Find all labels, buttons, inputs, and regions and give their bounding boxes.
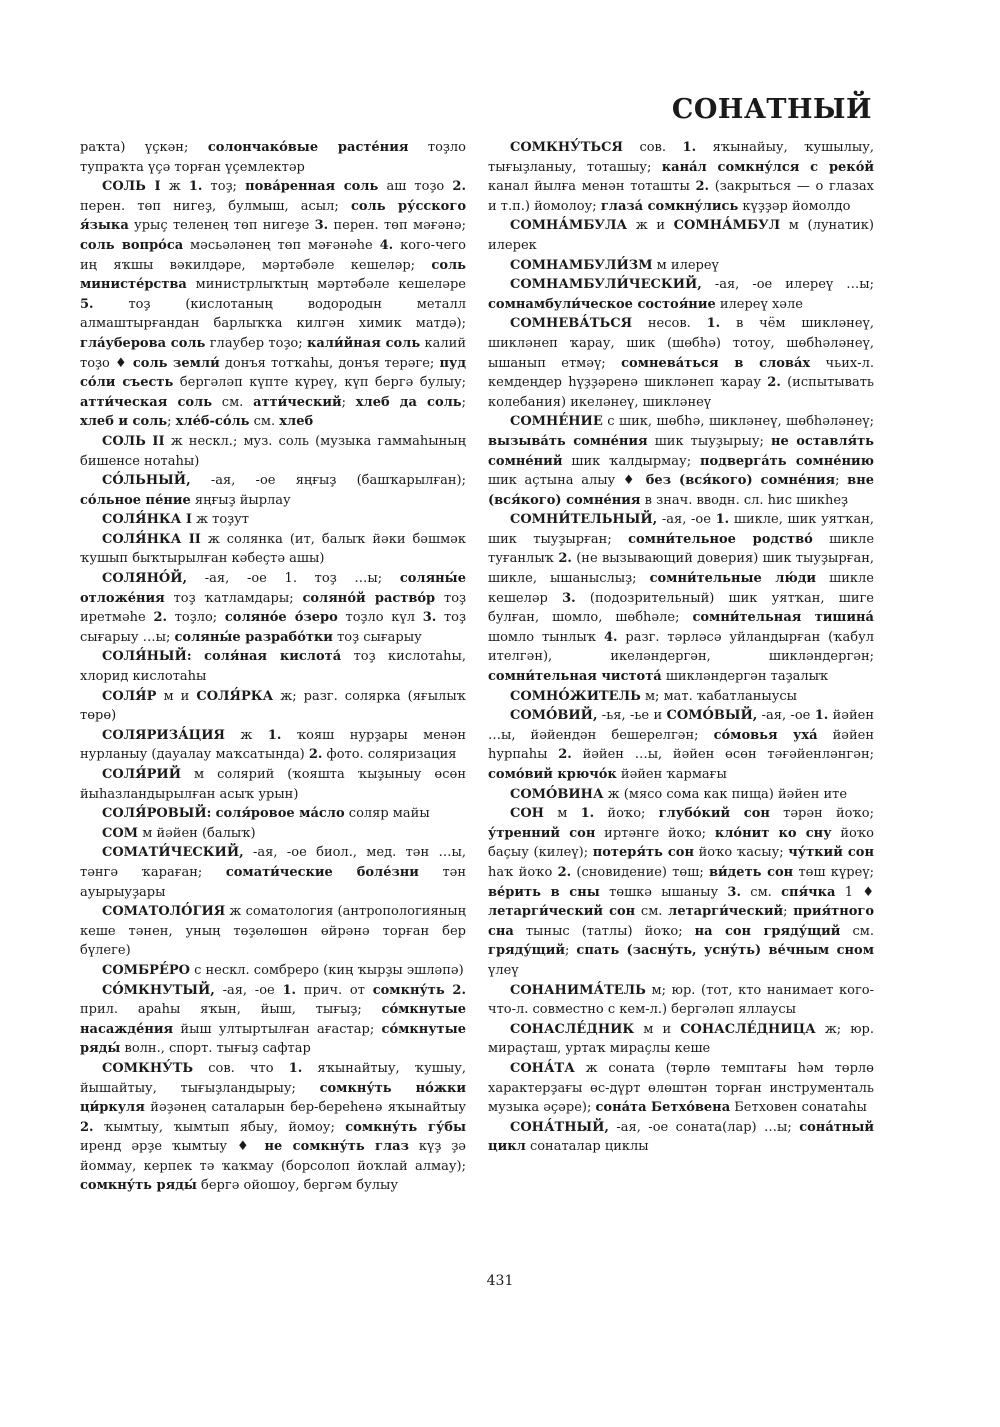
entry-text: ; [167, 414, 176, 430]
entry-text: шикле, шик уятҡан, шик тыуҙырған; [488, 512, 874, 547]
entry-text: м [543, 806, 581, 822]
entry-headword: СОМНО́ЖИТЕЛЬ [510, 688, 641, 704]
entry-text: (не вызывающий доверия) шик тыуҙырған, шикле, ышаныслыҙ; [488, 551, 874, 587]
entry-text: иртәнге йоҡо; [595, 825, 715, 841]
entry-headword: кали́йная соль [307, 335, 421, 351]
dictionary-entry [80, 1059, 466, 1196]
entry-text: ж [224, 727, 268, 743]
entry-headword: пуд со́ли съесть [80, 355, 466, 391]
entry-headword: сомни́тельные лю́ди [649, 571, 817, 587]
entry-text: ҡымтыу, ҡымтып ябыу, йомоу; [93, 1119, 346, 1135]
dictionary-entry [488, 138, 874, 216]
entry-text: соляр майы [344, 806, 430, 822]
entry-text: йоҡо баҫыу (килеү); [488, 825, 874, 861]
entry-text: тоҙ кислотаһы, хлорид кислотаһы [80, 649, 466, 685]
entry-headword: 3. [422, 610, 437, 626]
entry-headword: пова́ренная соль [245, 179, 379, 195]
entry-headword: соля́ная кислота́ [204, 649, 342, 665]
dictionary-entry [80, 432, 466, 471]
entry-text: төш күреү; [793, 864, 874, 880]
entry-text: йәйен ҡармағы [616, 767, 727, 782]
entry-headword: сомни́тельное родство́ [628, 531, 813, 547]
entry-headword: атти́ческая соль [80, 394, 213, 410]
entry-headword: 1. [288, 1060, 303, 1076]
entry-text: ж; разг. солярка (яғылыҡ төрө) [80, 688, 466, 724]
dictionary-entry [80, 961, 466, 981]
entry-text: шик аҫтына алыу ♦ [488, 473, 646, 489]
entry-text: йәҙәнең саталарын бер-береһенә яҡынайтыу [144, 1100, 466, 1116]
entry-headword: СОМБРЕ́РО [102, 962, 190, 978]
entry-headword: СОЛЯ́Р [102, 688, 157, 704]
entry-text: (подозрительный) шик уятҡан, шиге булған, шомло, шөбһәле; [488, 590, 874, 626]
entry-text: -ая, -ое яңғыҙ (башҡарылған); [190, 473, 466, 489]
entry-headword: летарги́ческий сон [488, 904, 636, 920]
dictionary-entry [80, 471, 466, 510]
dictionary-entry [80, 510, 466, 530]
entry-text: см. [741, 884, 782, 900]
dictionary-entry [488, 1020, 874, 1059]
entry-headword: сомо́вий крючо́к [488, 767, 617, 782]
page-number: 431 [486, 1273, 514, 1289]
dictionary-entry [488, 256, 874, 276]
entry-headword: не сомкну́ть глаз [264, 1139, 409, 1155]
entry-text: чьих-л. кемдеңдер һүҙҙәренә шикләнеп ҡарау [488, 355, 874, 391]
entry-headword: кана́л сомкну́лся с реко́й [661, 159, 875, 175]
entry-text: шомло тынлыҡ [488, 629, 604, 645]
entry-text: ҡояш нурҙары менән нурланыу (дауалау маҡсатында) [80, 727, 466, 763]
entry-text: ж (мясо сома как пища) йәйен ите [603, 786, 848, 802]
entry-text: -ая, -ое [757, 708, 815, 724]
entry-headword: СОНА́ТНЫЙ, [510, 1119, 609, 1135]
entry-headword: 1. [580, 806, 595, 822]
entry-text: тыныс (татлы) йоҡо; [513, 923, 695, 939]
entry-text: йыш ултыртылған ағастар; [173, 1021, 382, 1037]
entry-headword: сомнева́ться в слова́х [621, 355, 811, 371]
entry-headword: гряду́щий [488, 943, 565, 959]
entry-headword: сона́тный цикл [488, 1119, 874, 1155]
entry-text: -ья, -ье и [597, 708, 667, 724]
entry-headword: 1. [715, 512, 730, 528]
dictionary-entry [488, 275, 874, 314]
entry-headword: сона́та Бетхо́вена [595, 1100, 731, 1116]
entry-text: канал йылға менән тоташты [488, 179, 696, 195]
entry-text: йоҡо; [594, 806, 659, 822]
entry-headword: 3. [562, 590, 576, 606]
entry-text: (испытывать колебания) икеләнеү, шикләнеү [488, 375, 874, 410]
entry-text: см. [212, 394, 254, 410]
entry-text [192, 649, 204, 664]
entry-headword: 3. [727, 884, 741, 900]
entry-headword: 2. [767, 375, 781, 391]
entry-text: йәйен һурпаһы [488, 727, 875, 763]
entry-headword: со́мкнутые насажде́ния [80, 1002, 466, 1037]
entry-text: күҙҙәр йомолдо [738, 198, 851, 214]
entry-headword: СОНАСЛЕ́ДНИЦА [680, 1021, 816, 1037]
entry-headword: на сон гряду́щий [694, 923, 841, 939]
entry-headword: 2. [695, 179, 710, 195]
entry-headword: сомкну́ть гу́бы [345, 1119, 466, 1135]
entry-text: тоҙ ҡатламдары; [164, 590, 303, 606]
entry-headword: солончако́вые расте́ния [207, 140, 409, 155]
entry-text: ; [783, 904, 794, 920]
dictionary-entry [488, 1118, 874, 1157]
entry-headword: сомкну́ть [372, 982, 445, 998]
dictionary-entry [488, 981, 874, 1020]
entry-text: ; [341, 394, 356, 410]
entry-headword: 2. [80, 1119, 94, 1135]
entry-headword: глубо́кий сон [658, 806, 770, 822]
entry-text: с шик, шөбһә, шикләнеү, шөбһәләнеү; [602, 414, 874, 430]
entry-text: шикләндергән таҙалыҡ [661, 669, 829, 685]
entry-headword: сомни́тельная тишина́ [692, 610, 874, 626]
entry-headword: вне (вся́кого) сомне́ния [488, 473, 874, 508]
entry-headword: СОМНЕВА́ТЬСЯ [510, 316, 633, 332]
entry-text: донъя тотҡаһы, донъя терәге; [219, 355, 440, 371]
entry-headword: СОМНЕ́НИЕ [510, 414, 603, 430]
entry-text: с нескл. сомбреро (киң ҡырҙы эшләпә) [189, 962, 464, 978]
entry-text: ж нескл.; муз. соль (музыка гаммаһының бишенсе нотаһы) [80, 433, 466, 469]
dictionary-entry [80, 902, 466, 961]
entry-text: см. [249, 414, 280, 430]
entry-text: ж [160, 179, 189, 195]
entry-headword: 2. [452, 179, 466, 195]
entry-text: тәрән йоҡо; [769, 806, 874, 822]
entry-text: ; [835, 473, 848, 489]
entry-headword: 1. [188, 179, 203, 195]
entry-headword: спя́чка [781, 884, 836, 900]
running-head: СОНАТНЫЙ [671, 94, 872, 125]
entry-headword: СОМНА́МБУЛА [510, 218, 628, 234]
entry-headword: 3. [314, 218, 329, 234]
entry-headword: сомкну́ть ряды́ [80, 1178, 197, 1194]
entry-text: м; мат. ҡабатланыусы [640, 688, 798, 704]
dictionary-entry [488, 804, 874, 980]
entry-text: бергә ойошоу, бергәм булыу [196, 1178, 398, 1194]
entry-headword: СОМКНУ́ТЬ [102, 1060, 194, 1076]
entry-headword: подверга́ть сомне́нию [700, 453, 874, 469]
entry-text: м йәйен (балыҡ) [138, 825, 256, 841]
entry-headword: СОНАСЛЕ́ДНИК [510, 1021, 635, 1037]
dictionary-entry [80, 687, 466, 726]
entry-headword: хле́б-со́ль [175, 414, 250, 430]
entry-headword: СОМНА́МБУЛ [673, 218, 781, 234]
entry-text: тоҙло тупраҡта үҫә торған үҫемлектәр [80, 140, 466, 175]
entry-text: тоҙ (кислотаның водородын металл алмаштырғандан барлыҡҡа килгән химик матдә); [80, 296, 466, 332]
entry-headword: СОМО́ВИЙ, [510, 708, 598, 724]
entry-headword: летарги́ческий [668, 904, 784, 920]
dictionary-entry [80, 177, 466, 432]
entry-headword: 1. [814, 708, 829, 724]
entry-text: ж соматология (антропологияның кеше тәнен, уның төҙөлөшөн өйрәнә торған бер бүлеге) [80, 904, 466, 959]
dictionary-entry [488, 706, 874, 784]
entry-text: шикле кешеләр [488, 571, 874, 606]
entry-text: бергәләп күпте күреү, күп бергә булыу; [173, 375, 467, 391]
entry-text: ; [461, 394, 466, 410]
entry-headword: сомкну́ть но́жки ци́ркуля [80, 1080, 466, 1116]
entry-text: урыҫ теленең төп нигеҙе [128, 218, 315, 234]
entry-headword: глаза́ сомкну́лись [600, 198, 739, 214]
entry-text: яҡынайтыу, ҡушыу, йышайтыу, тығыҙландырыу; [80, 1060, 466, 1096]
entry-headword: СОМАТОЛО́ГИЯ [102, 904, 226, 920]
entry-headword: соль ру́сского я́зыка [80, 198, 466, 234]
entry-headword: СОНА́ТА [510, 1060, 575, 1076]
entry-headword: хлеб [279, 414, 314, 430]
entry-headword: соля́ровое ма́сло [215, 806, 345, 822]
entry-text: (сновидение) төш; [571, 864, 709, 880]
entry-text: аш тоҙо [378, 179, 453, 195]
entry-text: министрлыҡтың мәртәбәле кешеләре [186, 277, 466, 293]
entry-text: мәсьәләнең төп мәғәнәһе [183, 237, 380, 253]
entry-text: см. [635, 904, 669, 920]
dictionary-entry [80, 804, 466, 824]
dictionary-entry [488, 785, 874, 805]
dictionary-entry [80, 765, 466, 804]
entry-headword: СОЛЯ́НКА II [102, 531, 201, 547]
entry-text: -ая, -ое биол., мед. тән …ы, тәнгә ҡараған; [80, 845, 466, 880]
entry-text: разг. тәрләсә уйландырған (ҡабул ителгән), икеләндергән, шикләндергән; [488, 629, 874, 665]
entry-text: шикле туғанлыҡ [488, 531, 875, 567]
entry-headword: соль земли́ [132, 355, 220, 371]
entry-headword: кло́нит ко сну [714, 825, 832, 841]
entry-headword: 2. [558, 551, 572, 567]
entry-headword: соляны́е разрабо́тки [174, 629, 333, 645]
entry-text: прич. от [296, 982, 373, 998]
entry-text: (закрыться — о глазах и т.п.) йомолоу; [488, 179, 874, 214]
entry-headword: спать (засну́ть, усну́ть) ве́чным сном [576, 943, 874, 959]
entry-headword: СОЛЯНО́Й, [102, 571, 188, 587]
entry-headword: сомни́тельная чистота́ [488, 669, 662, 685]
entry-headword: СОМАТИ́ЧЕСКИЙ, [102, 845, 244, 861]
entry-headword: без (вся́кого) сомне́ния [645, 473, 836, 489]
entry-text: м солярий (ҡояшта ҡыҙыныу өсөн йыһазландырылған асыҡ урын) [80, 767, 466, 802]
entry-text: тән ауырыуҙары [80, 864, 467, 900]
entry-headword: СОНАНИМА́ТЕЛЬ [510, 982, 646, 998]
entry-text: глаубер тоҙо; [205, 335, 307, 351]
entry-text: сов. [622, 140, 683, 155]
entry-headword: ве́рить в сны [488, 884, 600, 900]
entry-text: перен. төп нигеҙ, булмыш, асыл; [80, 198, 351, 214]
dictionary-entry [488, 687, 874, 707]
entry-headword: СОЛЯ́НКА I [102, 512, 192, 528]
entry-headword: 2. [558, 747, 572, 763]
entry-headword: 4. [379, 237, 394, 253]
entry-text: -ая, -ое [657, 512, 716, 528]
entry-text: ; [565, 943, 577, 959]
entry-headword: 1. [267, 727, 282, 743]
entry-headword: потеря́ть сон [592, 845, 694, 861]
dictionary-entry [488, 216, 874, 255]
entry-text: йәйен …ы, йәйендән бешерелгән; [488, 708, 875, 743]
entry-text: прил. араһы яҡын, йыш, тығыҙ; [80, 1002, 382, 1018]
entry-text: 1 ♦ [835, 884, 874, 900]
entry-text: үлеү [488, 962, 519, 978]
entry-headword: соляно́й раство́р [302, 590, 436, 606]
entry-headword: вызыва́ть сомне́ния [488, 433, 648, 449]
entry-headword: соляно́е о́зеро [224, 610, 338, 626]
entry-text: -ая, -ое 1. тоҙ …ы; [187, 571, 400, 587]
dictionary-entry [488, 314, 874, 412]
entry-text: яҡынайыу, ҡушылыу, тығыҙланыу, тоташыу; [488, 140, 874, 175]
entry-text: фото. соляризация [322, 747, 457, 763]
dictionary-entry [80, 726, 466, 765]
entry-headword: СОЛЯ́РКА [196, 688, 274, 704]
entry-headword: СО́ЛЬНЫЙ, [102, 473, 191, 489]
entry-text: күҙ ҙә йоммау, керпек тә ҡаҡмау (борсолоп йоҡлай алмау); [80, 1139, 466, 1174]
entry-headword: СОМНАМБУЛИ́ЧЕСКИЙ, [510, 277, 702, 293]
entry-headword: 4. [603, 629, 618, 645]
entry-text: волн., спорт. тығыҙ сафтар [120, 1041, 311, 1057]
entry-headword: 1. [682, 140, 697, 155]
entry-text: тоҙ сығарыу …ы; [80, 610, 466, 645]
entry-text: в знач. вводн. сл. һис шикһеҙ [640, 492, 849, 508]
entry-headword: соль министе́рства [80, 257, 466, 293]
entry-headword: СОЛЯРИЗА́ЦИЯ [102, 727, 225, 743]
entry-headword: хлеб да соль [355, 394, 462, 410]
entry-headword: сомнамбули́ческое состоя́ние [488, 296, 716, 312]
entry-headword: СОН [510, 806, 544, 822]
dictionary-entry [80, 647, 466, 686]
entry-text: ж солянка (ит, балыҡ йәки бәшмәк ҡушып быҡтырылған кәбеҫтә ашы) [80, 531, 466, 567]
entry-headword: со́мовья уха́ [713, 727, 818, 743]
entry-text: ж и [627, 218, 674, 234]
entry-headword: СОМНАМБУЛИ́ЗМ [510, 257, 653, 273]
entry-headword: СО́МКНУТЫЙ, [102, 982, 215, 998]
entry-text: ж; юр. мираҫташ, уртаҡ мираҫлы кеше [488, 1021, 874, 1057]
entry-headword: СОМНИ́ТЕЛЬНЫЙ, [510, 512, 658, 528]
entry-text: төшкә ышаныу [599, 884, 728, 900]
entry-headword: чу́ткий сон [788, 845, 874, 861]
entry-headword: 2. [452, 982, 466, 998]
entry-text: шик ҡалдырмау; [562, 453, 700, 469]
dictionary-entry [488, 1059, 874, 1118]
entry-text: сонаталар циклы [525, 1139, 649, 1155]
dictionary-entry [80, 530, 466, 569]
entry-headword: со́мкнутые ряды́ [80, 1021, 466, 1057]
entry-text: несов. [632, 316, 707, 332]
entry-text: тоҙло күл [337, 610, 423, 626]
entry-headword: СОМО́ВЫЙ, [666, 708, 758, 724]
dictionary-entry [80, 981, 466, 1059]
entry-text: ж соната (төрлө темптағы һәм төрлө характерҙағы өс-дүрт өлөштән торған инструменталь музыка әҫәре); [488, 1060, 874, 1116]
entry-text: в чём шикләнеү, шикләнеп ҡарау, шик (шөбһә) тотоу, шөбһәләнеү, ышанып етмәү; [488, 316, 874, 371]
entry-text: яңғыҙ йырлау [190, 492, 291, 508]
entry-headword: СОМ [102, 825, 139, 841]
entry-text: һаҡ йоҡо [488, 864, 558, 880]
entry-headword: ви́деть сон [708, 864, 794, 880]
entry-text: тоҙло; [167, 610, 225, 626]
entry-text: ж тоҙут [191, 512, 249, 528]
entry-headword: СОЛЯ́РОВЫЙ: [102, 806, 212, 822]
entry-text: иренд әрҙе ҡымтыу ♦ [80, 1139, 265, 1155]
entry-text: шик тыуҙырыу; [647, 433, 771, 449]
entry-text: Бетховен сонатаһы [730, 1100, 867, 1116]
dictionary-entry [80, 843, 466, 902]
entry-headword: атти́ческий [253, 394, 342, 410]
entry-headword: СОЛЯ́НЫЙ: [102, 649, 192, 665]
entry-text: -ая, -ое [214, 982, 283, 998]
dictionary-entry [488, 510, 874, 686]
entry-headword: сомати́ческие боле́зни [225, 864, 419, 880]
entry-headword: соль вопро́са [80, 237, 184, 253]
entry-text: кого-чего иң яҡшы вәкилдәре, мәртәбәле кешеләр; [80, 237, 466, 273]
entry-headword: СОЛЬ II [102, 433, 165, 449]
entry-text: тоҙ; [202, 179, 246, 195]
entry-headword: 2. [308, 747, 323, 763]
right-column [488, 138, 874, 1157]
entry-text: тоҙ сығарыу [332, 629, 422, 645]
dictionary-entry [80, 138, 466, 177]
entry-text: -ая, -ое соната(лар) …ы; [608, 1119, 800, 1135]
entry-text: сов. что [193, 1060, 289, 1076]
entry-headword: со́льное пе́ние [80, 492, 191, 508]
dictionary-entry [80, 824, 466, 844]
entry-headword: у́тренний сон [488, 825, 596, 841]
dictionary-entry [488, 412, 874, 510]
entry-text: йәйен …ы, йәйен өсөн тәғәйенләнгән; [571, 747, 874, 763]
entry-headword: СОМО́ВИНА [510, 786, 604, 802]
dictionary-entry [80, 569, 466, 647]
entry-headword: 1. [282, 982, 297, 998]
entry-headword: СОЛЯ́РИЙ [102, 767, 181, 782]
entry-headword: соляны́е отложе́ния [80, 571, 466, 606]
entry-headword: 2. [557, 864, 572, 880]
entry-headword: прия́тного сна [488, 904, 875, 939]
entry-text: йоҡо ҡасыу; [693, 845, 789, 861]
left-column [80, 138, 466, 1196]
entry-headword: 5. [80, 296, 94, 312]
entry-text: м; юр. (тот, кто нанимает кого-что-л. совместно с кем-л.) бергәләп яллаусы [488, 982, 874, 1018]
entry-text: м (лунатик) илерек [488, 218, 874, 253]
entry-text: см. [840, 923, 874, 939]
entry-text: раҡта) үҫкән; [80, 140, 208, 155]
entry-headword: СОМКНУ́ТЬСЯ [510, 140, 623, 155]
entry-headword: гла́уберова соль [80, 335, 206, 351]
entry-text: -ая, -ое илереү …ы; [701, 277, 874, 293]
entry-headword: СОЛЬ I [102, 179, 161, 195]
entry-text: тоҙ иретмәһе [80, 590, 466, 626]
entry-text: калий тоҙо ♦ [80, 335, 466, 371]
entry-text: м и [156, 688, 197, 704]
entry-headword: хлеб и соль [80, 414, 168, 430]
entry-text: м илереү [652, 257, 719, 273]
entry-headword: 1. [706, 316, 721, 332]
entry-text: илереү хәле [715, 296, 803, 312]
entry-text: перен. төп мәғәнә; [328, 218, 466, 234]
entry-headword: 2. [153, 610, 168, 626]
entry-text: м и [634, 1021, 681, 1037]
entry-headword: не оставля́ть сомне́ний [488, 433, 874, 469]
